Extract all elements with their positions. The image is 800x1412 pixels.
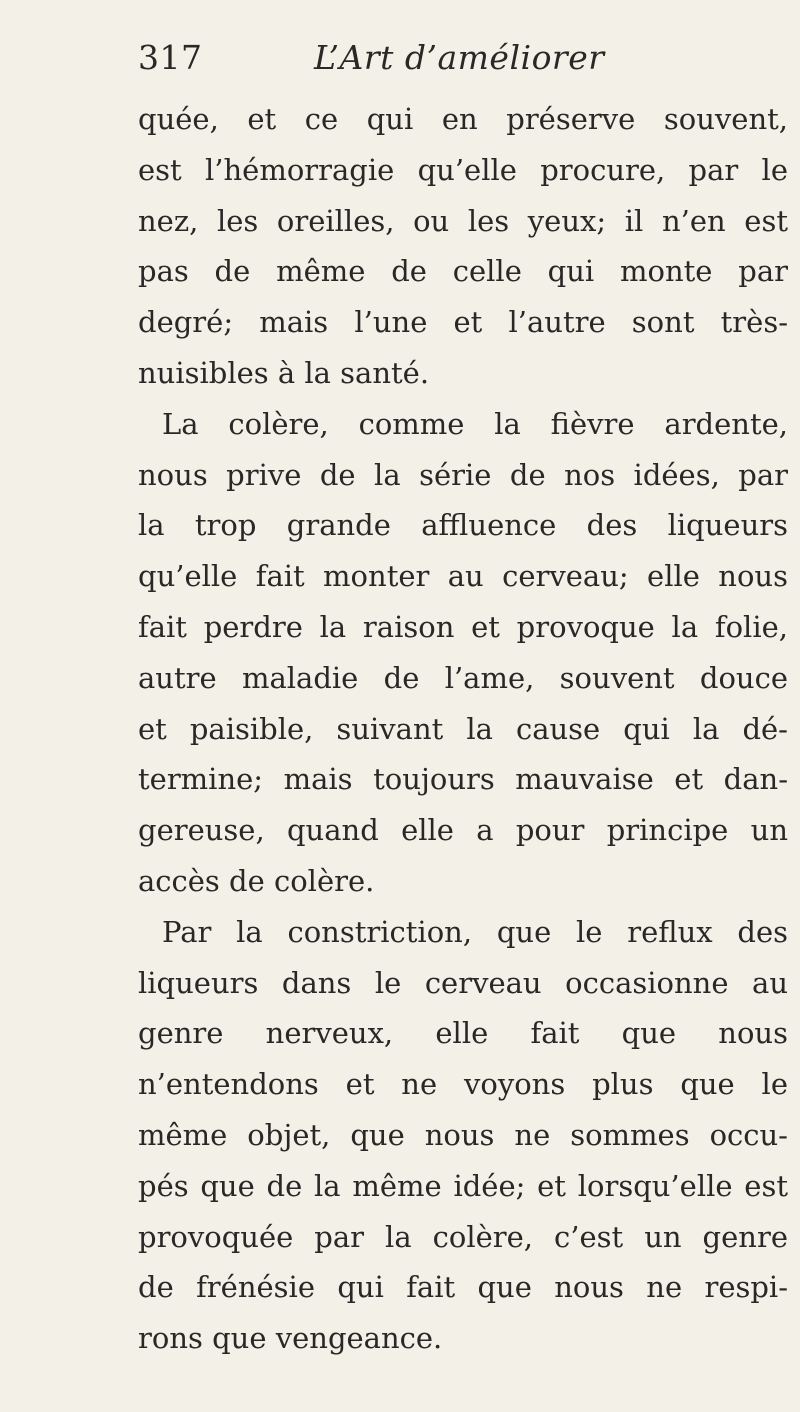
running-title: L’Art d’améliorer — [314, 38, 605, 77]
text-line: accès de colère. — [138, 863, 375, 898]
text-line: gereuse, quand elle a pour principe un — [138, 813, 788, 848]
text-line: quée, et ce qui en préserve souvent, — [138, 102, 788, 136]
text-line: genre nerveux, elle fait que nous — [138, 1016, 788, 1051]
text-line: nuisibles à la santé. — [138, 355, 430, 390]
text-line: n’entendons et ne voyons plus que le — [138, 1067, 788, 1102]
text-line: fait perdre la raison et provoque la folie, — [138, 609, 788, 644]
text-line: qu’elle fait monter au cerveau; elle nous — [138, 559, 788, 594]
text-line: est l’hémorragie qu’elle procure, par le — [138, 152, 788, 187]
text-line: termine; mais toujours mauvaise et dan- — [138, 762, 788, 797]
text-line: et paisible, suivant la cause qui la dé- — [138, 711, 788, 746]
text-line: nous prive de la série de nos idées, par — [138, 457, 788, 492]
text-line: La colère, comme la fièvre ardente, — [162, 406, 788, 441]
text-line: la trop grande affluence des liqueurs — [138, 508, 788, 543]
text-line: même objet, que nous ne sommes occu- — [138, 1117, 788, 1152]
text-line: pas de même de celle qui monte par — [138, 254, 788, 289]
body-text — [138, 94, 788, 1364]
text-line: autre maladie de l’ame, souvent douce — [138, 660, 788, 695]
text-line: rons que vengeance. — [138, 1321, 443, 1356]
text-line: nez, les oreilles, ou les yeux; il n’en est — [138, 203, 788, 238]
page-header — [138, 38, 758, 88]
page-number: 317 — [138, 38, 203, 77]
text-line: Par la constriction, que le reflux des — [162, 914, 788, 949]
text-line: de frénésie qui fait que nous ne respi- — [138, 1270, 788, 1305]
text-line: liqueurs dans le cerveau occasionne au — [138, 965, 788, 1000]
text-line: degré; mais l’une et l’autre sont très- — [138, 305, 788, 340]
text-line: provoquée par la colère, c’est un genre — [138, 1219, 788, 1254]
text-line: pés que de la même idée; et lorsqu’elle est — [138, 1168, 788, 1203]
